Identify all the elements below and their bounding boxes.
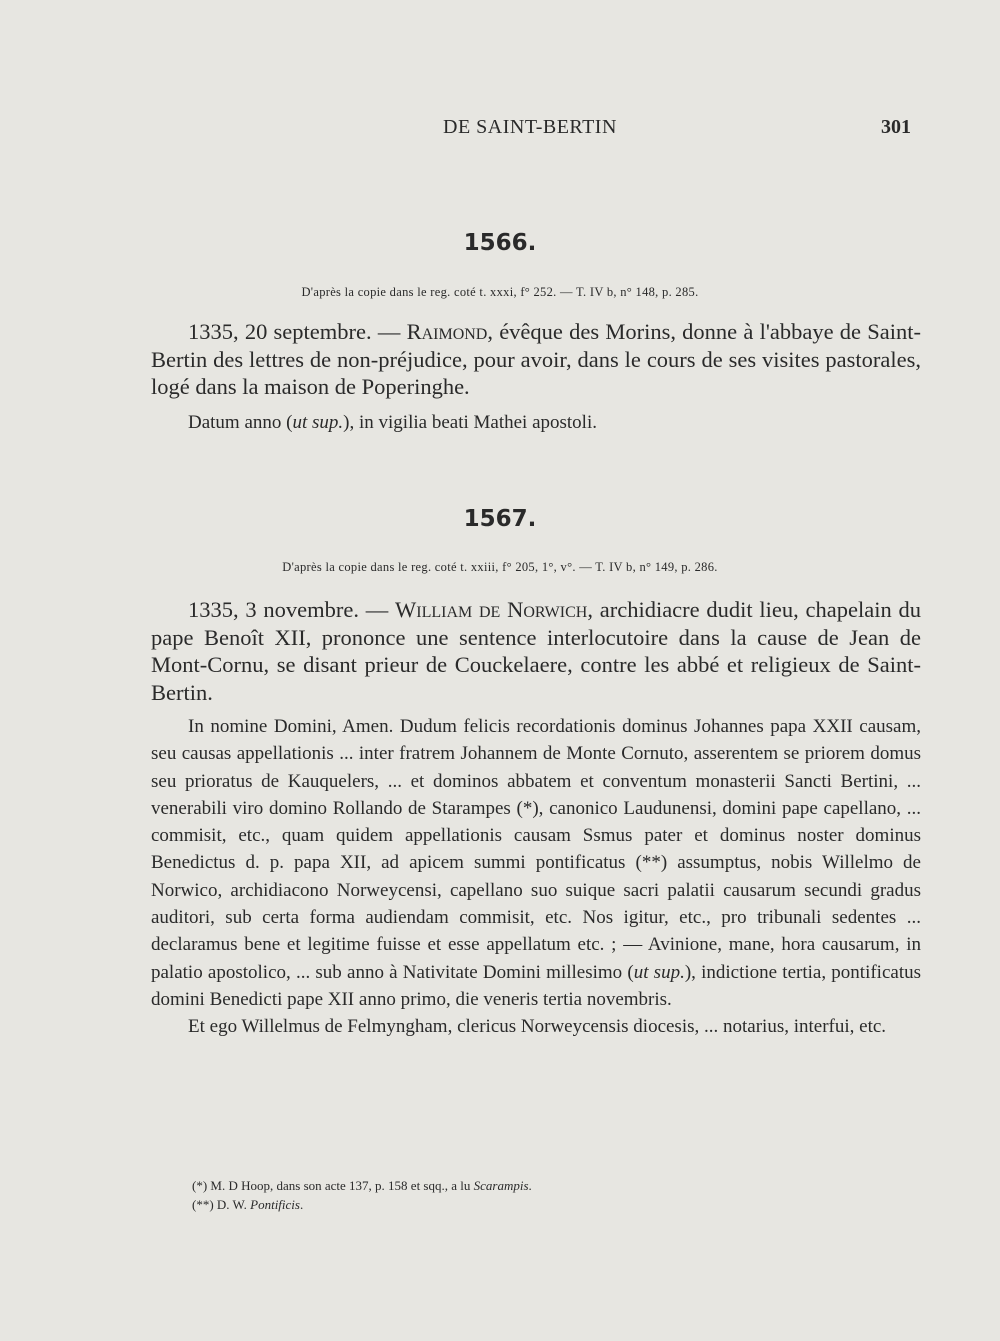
entry-source: D'après la copie dans le reg. coté t. xxxi, f° 252. — T. IV b, n° 148, p. 285. — [301, 285, 699, 299]
footnote: (*) M. D Hoop, dans son acte 137, p. 158 et sqq., a lu Scarampis. — [192, 1178, 532, 1193]
italic-ut-sup: ut sup. — [633, 961, 685, 983]
running-head — [0, 116, 1000, 140]
entry-regest — [151, 318, 921, 401]
regest-text: , évêque des Morins, donne à l'abbaye de Saint-Bertin des lettres de non-préjudice, pour avoir, dans le cours de ses visites pastorales, logé dans la maison de Poperinghe. — [151, 319, 921, 399]
latin-paragraph: In nomine Domini, Amen. Dudum felicis recordationis dominus Johannes papa XXII causam, seu causas appellationis ... inter fratrem Johannem de Monte Cornuto, asserentem se priorem domus seu prioratus de Kauquelers, ... et dominos abbatem et conventum monasterii Sancti Bertini, ... venerabili viro domino Rollando de Starampes (*), canonico Laudunensi, domini pape capellano, ... commisit, etc., quam quidem appellationis causam Ssmus pater et dominus noster dominus Benedictus d. p. papa XII, ad apicem summi pontificatus (**) assumptus, nobis Willelmo de Norwico, archidiacono Norweycensi, capellano suo suique sacri palatii causarum secundi gradus auditori, sub certa forma audiendam commisit, etc. Nos igitur, etc., pro tribunali sedentes ... declaramus bene et legitime fuisse et esse appellatum etc. ; — Avinione, mane, hora causarum, in palatio apostolico, ... sub anno à Nativitate Domini millesimo (ut sup.), indictione tertia, pontificatus domini Benedicti pape XII anno primo, die veneris tertia novembris. — [151, 716, 921, 1010]
footnotes — [192, 1176, 792, 1214]
latin-paragraph: Et ego Willelmus de Felmyngham, clericus Norweycensis diocesis, ... notarius, interfui, etc. — [188, 1016, 887, 1038]
running-title: DE SAINT-BERTIN — [443, 116, 617, 138]
footnote: (**) D. W. Pontificis. — [192, 1197, 304, 1212]
entry-number: 1566. — [463, 230, 537, 256]
entry-latin-text: Datum anno (ut sup.), in vigilia beati Mathei apostoli. — [188, 412, 597, 433]
page-number: 301 — [881, 116, 911, 138]
regest-text: , archidiacre dudit lieu, chapelain du pape Benoît XII, prononce une sentence interlocutoire dans la cause de Jean de Mont-Cornu, se disant prieur de Couckelaere, contre les abbé et religieux de Saint-Bertin. — [151, 597, 921, 705]
italic-ut-sup: ut sup. — [292, 412, 344, 433]
regest-name: Raimond — [406, 319, 488, 344]
entry-number: 1567. — [463, 506, 537, 532]
regest-name: William de Norwich — [395, 597, 588, 622]
regest-date: 1335, 3 novembre. — — [188, 597, 396, 622]
entry-latin-text — [151, 713, 921, 1041]
entry-regest — [151, 596, 921, 706]
regest-date: 1335, 20 septembre. — — [188, 319, 407, 344]
entry-source: D'après la copie dans le reg. coté t. xxiii, f° 205, 1°, v°. — T. IV b, n° 149, p. 286. — [282, 560, 718, 574]
